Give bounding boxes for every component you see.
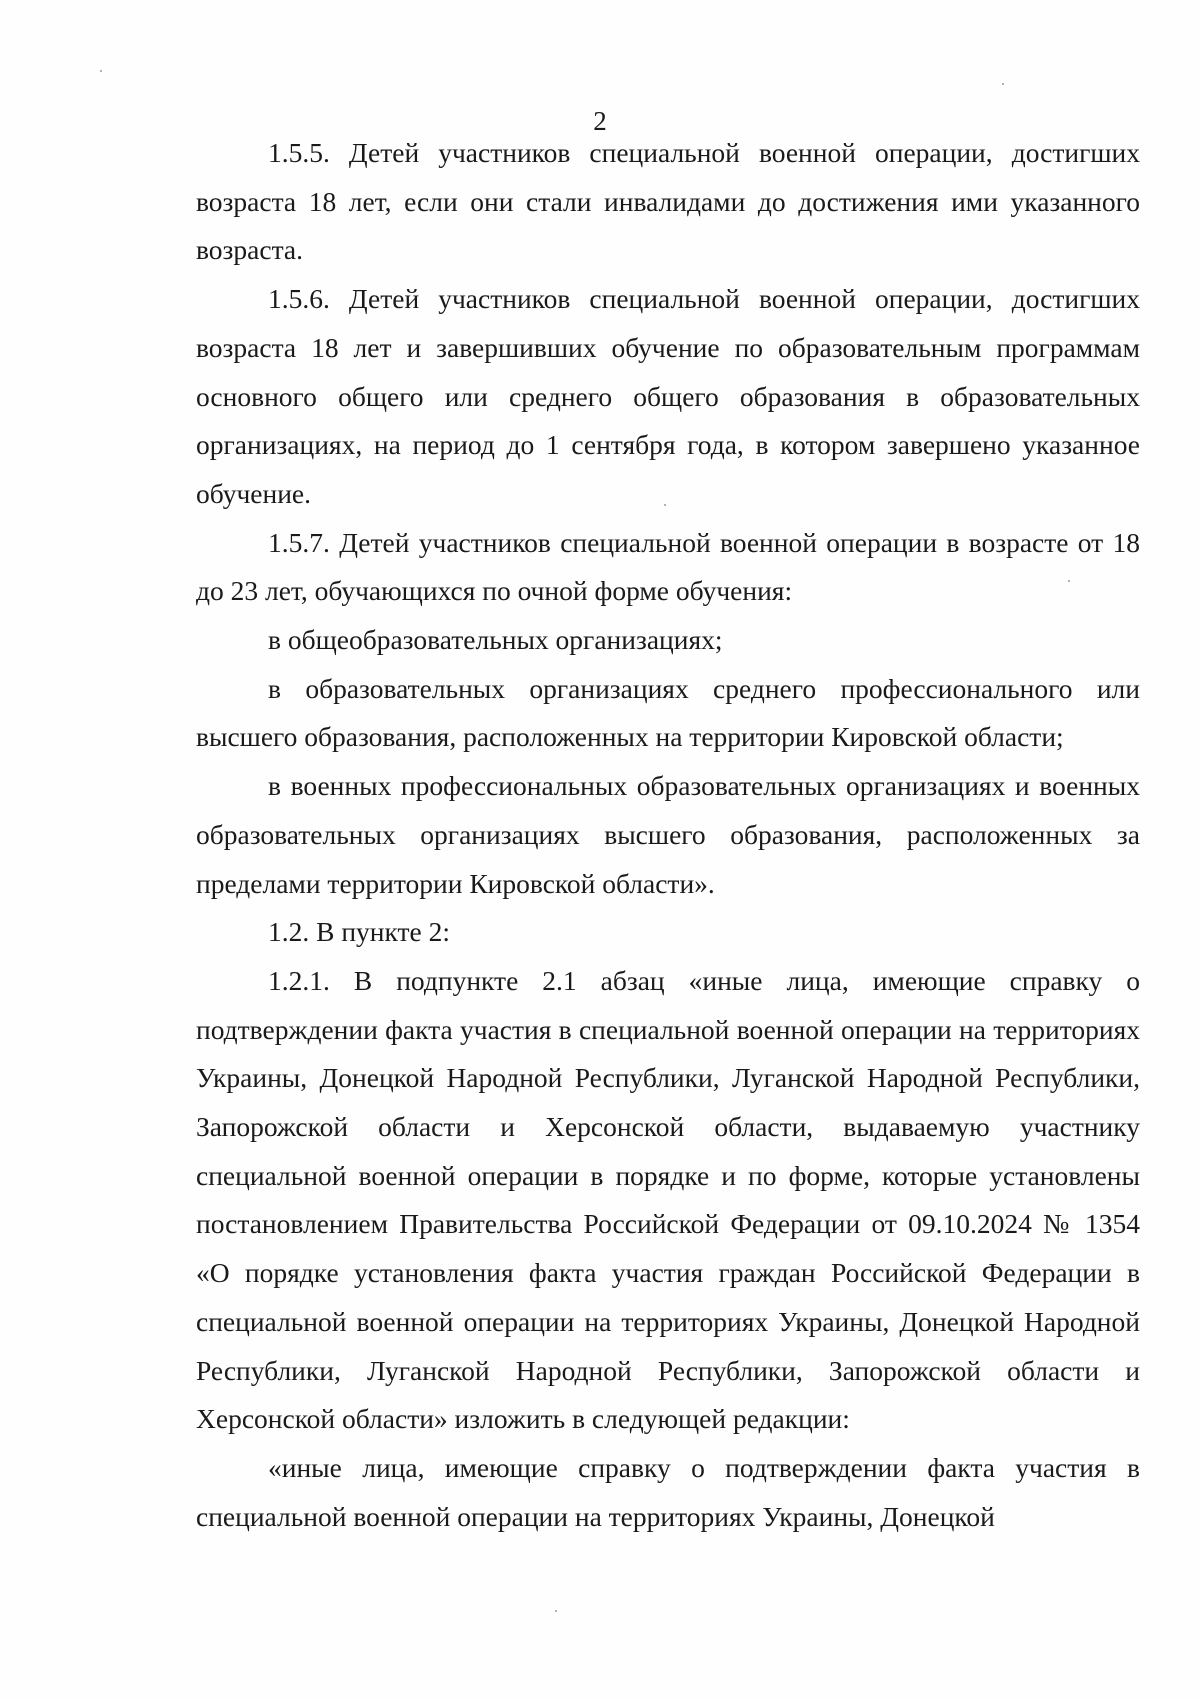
paragraph-1-2-1: 1.2.1. В подпункте 2.1 абзац «иные лица, имеющие справку о подтверждении факта участия в специальной военной операции на территориях Украины, Донецкой Народной Республики, Луганской Народной Республики, Запорожской области и Херсонской области, выдаваемую участнику специальной военной операции в порядке и по форме, которые установлены постановлением Правительства Российской Федерации от 09.10.2024 № 1354 «О порядке установления факта участия граждан Российской Федерации в специальной военной операции на территориях Украины, Донецкой Народной Республики, Луганской Народной Республики, Запорожской области и Херсонской области» изложить в следующей редакции: — [196, 964, 1140, 1435]
paragraph-quote-start: «иные лица, имеющие справку о подтверждении факта участия в специальной военной операции на территориях Украины, Донецкой — [196, 1451, 1140, 1532]
scan-speck — [100, 70, 102, 72]
list-item-professional-education: в образовательных организациях среднего профессионального или высшего образования, расположенных на территории Кировской области; — [196, 672, 1140, 753]
list-item-general-education: в общеобразовательных организациях; — [268, 624, 723, 656]
page-number: 2 — [593, 106, 607, 136]
paragraph-1-5-5: 1.5.5. Детей участников специальной военной операции, достигших возраста 18 лет, если они стали инвалидами до достижения ими указанного возраста. — [196, 137, 1140, 266]
list-item-military-education: в военных профессиональных образовательных организациях и военных образовательных организациях высшего образования, расположенных за пределами территории Кировской области». — [196, 770, 1140, 899]
paragraph-1-2: 1.2. В пункте 2: — [268, 916, 451, 948]
paragraph-1-5-7: 1.5.7. Детей участников специальной военной операции в возрасте от 18 до 23 лет, обучающихся по очной форме обучения: — [196, 526, 1140, 607]
scan-speck — [664, 504, 666, 506]
paragraph-1-5-6: 1.5.6. Детей участников специальной военной операции, достигших возраста 18 лет и завершивших обучение по образовательным программам основного общего или среднего общего образования в образовательных организациях, на период до 1 сентября года, в котором завершено указанное обучение. — [196, 283, 1140, 509]
document-body — [196, 129, 1140, 1541]
scan-speck — [555, 1610, 557, 1612]
scan-speck — [1002, 83, 1004, 85]
scan-speck — [1068, 580, 1070, 582]
